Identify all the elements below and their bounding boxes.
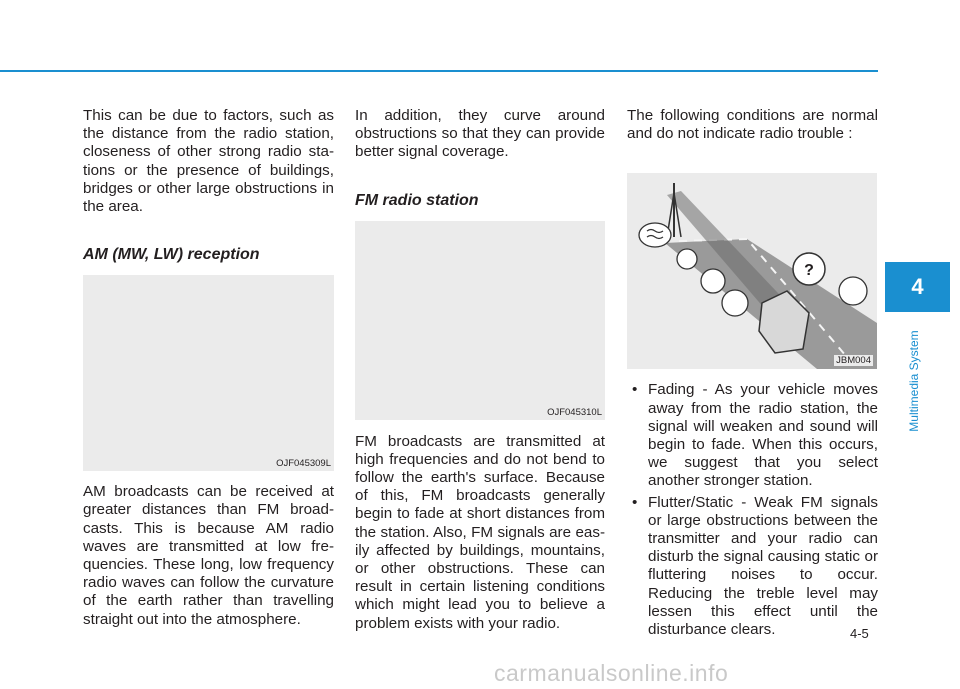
chapter-tab [885,262,950,312]
page-number: 4-5 [850,626,869,641]
list-item: • Fading - As your vehicle moves away from the radio station, the signal will weaken and sound will begin to fade. When this occurs, we suggest that you select another stronger station. [627,381,878,490]
radio-conditions-illustration [627,173,877,369]
header-rule [0,70,878,72]
radio-conditions-figure [627,173,877,369]
fm-station-figure [355,221,605,420]
list-item: • Flutter/Static - Weak FM signals or large obstructions between the transmitter and your radio can disturb the signal causing static or fluttering noises to occur. Reducing the treble level may lessen this effect until the disturbance clears. [627,494,878,640]
column-3 [627,107,878,639]
col2-body-paragraph: FM broadcasts are transmitted at high frequencies and do not bend to follow the earth's surface. Because of this, FM broadcasts generally begin to fade at short distances from the station. Also, FM signals are easily affected by buildings, mountains, or other obstructions. These can result in certain listening conditions which might lead you to believe a problem exists with your radio. [355,432,605,632]
col1-body-paragraph: AM broadcasts can be received at greater distances than FM broadcasts. This is because AM radio waves are transmitted at low frequencies. These long, low frequency radio waves can follow the curvature of the earth rather than travelling straight out into the atmosphere. [83,483,334,628]
am-reception-heading: AM (MW, LW) reception [83,246,260,264]
fm-station-heading: FM radio station [355,191,479,209]
chapter-title: Multimedia System [907,330,921,432]
conditions-list [627,381,878,639]
col2-intro-paragraph: In addition, they curve around obstructions so that they can provide better signal coverage. [355,107,605,161]
col3-intro-paragraph: The following conditions are normal and do not indicate radio trouble : [627,107,878,143]
figure-label: JBM004 [836,355,871,367]
figure-label: OJF045309L [276,458,331,470]
question-mark: ? [804,262,814,280]
figure-label: OJF045310L [547,406,602,418]
col1-intro-paragraph: This can be due to factors, such as the distance from the radio station, closeness of other strong radio stations or the presence of buildings, bridges or other large obstructions in the area. [83,107,334,216]
chapter-number: 4 [911,274,924,299]
column-1 [83,107,334,629]
chapter-title-vertical [907,316,921,446]
static-speech-bubble [639,223,671,247]
column-2 [355,107,605,633]
am-reception-figure [83,275,334,471]
watermark: carmanualsonline.info [494,660,729,686]
